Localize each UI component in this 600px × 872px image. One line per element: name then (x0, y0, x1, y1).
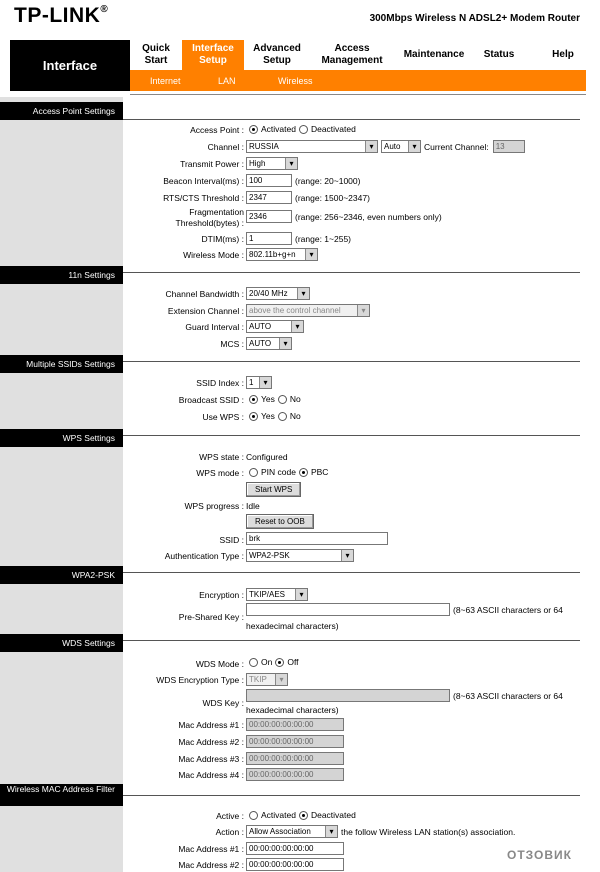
macf-mac1-input[interactable]: 00:00:00:00:00:00 (246, 842, 344, 855)
wps-progress-label: WPS progress : (184, 501, 244, 511)
macf-action-label: Action : (215, 827, 244, 837)
section-wps: WPS Settings (0, 429, 123, 447)
wds-on-text: On (261, 657, 273, 667)
section-rule (123, 640, 580, 641)
guard-interval-label: Guard Interval : (185, 322, 244, 332)
rts-label: RTS/CTS Threshold : (163, 193, 244, 203)
wds-enc-label: WDS Encryption Type : (156, 675, 244, 685)
tab-access-management[interactable]: Access Management (321, 43, 383, 66)
wds-mac2-input[interactable]: 00:00:00:00:00:00 (246, 735, 344, 748)
wps-state-label: WPS state : (199, 452, 244, 462)
otzovik-watermark: ОТЗОВИК (507, 848, 572, 862)
broadcast-yes-radio[interactable] (249, 395, 258, 404)
wireless-mode-select[interactable]: 802.11b+g+n ▾ (246, 248, 318, 261)
subtab-bar (130, 70, 586, 91)
section-mac-filter: Wireless MAC Address Filter (0, 784, 123, 806)
wps-pbc-text: PBC (310, 467, 329, 477)
subtab-wireless[interactable]: Wireless (278, 76, 313, 86)
reset-oob-button[interactable]: Reset to OOB (246, 514, 314, 529)
ssid-input[interactable]: brk (246, 532, 388, 545)
dtim-label: DTIM(ms) : (201, 234, 244, 244)
frag-input[interactable]: 2346 (246, 210, 292, 223)
use-wps-yes-radio[interactable] (249, 412, 258, 421)
auth-type-select[interactable]: WPA2-PSK ▾ (246, 549, 354, 562)
frag-range: (range: 256~2346, even numbers only) (295, 211, 442, 222)
wds-mac1-label: Mac Address #1 : (178, 720, 244, 730)
macf-mac2-input[interactable]: 00:00:00:00:00:00 (246, 858, 344, 871)
section-rule (123, 435, 580, 436)
macf-action-hint: the follow Wireless LAN station(s) association. (341, 826, 516, 837)
wds-mac4-input[interactable]: 00:00:00:00:00:00 (246, 768, 344, 781)
broadcast-no-radio[interactable] (278, 395, 287, 404)
section-rule (123, 119, 580, 120)
tx-power-label: Transmit Power : (180, 159, 244, 169)
current-channel-label: Current Channel: (424, 141, 489, 152)
beacon-label: Beacon Interval(ms) : (163, 176, 244, 186)
auth-type-label: Authentication Type : (164, 551, 244, 561)
beacon-input[interactable]: 100 (246, 174, 292, 187)
nav-divider (130, 94, 586, 95)
tab-quick-start[interactable]: Quick Start (142, 43, 170, 66)
wds-on-radio[interactable] (249, 658, 258, 667)
wds-key-hint: (8~63 ASCII characters or 64 (453, 690, 563, 701)
wds-mac1-input[interactable]: 00:00:00:00:00:00 (246, 718, 344, 731)
wds-off-radio[interactable] (275, 658, 284, 667)
tab-help[interactable]: Help (552, 49, 574, 60)
model-name: 300Mbps Wireless N ADSL2+ Modem Router (369, 13, 580, 24)
wds-mac3-input[interactable]: 00:00:00:00:00:00 (246, 752, 344, 765)
macf-action-select[interactable]: Allow Association ▾ (246, 825, 338, 838)
wps-pbc-radio[interactable] (299, 468, 308, 477)
encryption-select[interactable]: TKIP/AES ▾ (246, 588, 308, 601)
wds-mac4-label: Mac Address #4 : (178, 770, 244, 780)
wds-enc-select[interactable]: TKIP ▾ (246, 673, 288, 686)
use-wps-yes-text: Yes (261, 411, 275, 421)
ap-activated-text: Activated (261, 124, 296, 134)
macf-mac2-label: Mac Address #2 : (178, 860, 244, 870)
tab-maintenance[interactable]: Maintenance (403, 49, 465, 60)
dtim-range: (range: 1~255) (295, 233, 351, 244)
wds-off-text: Off (287, 657, 299, 667)
section-rule (123, 795, 580, 796)
broadcast-no-text: No (289, 394, 301, 404)
wps-progress-value: Idle (246, 501, 260, 511)
psk-hint-2: hexadecimal characters) (246, 621, 339, 631)
wps-mode-label: WPS mode : (196, 468, 244, 478)
macf-mac1-label: Mac Address #1 : (178, 844, 244, 854)
tab-advanced-setup[interactable]: Advanced Setup (253, 43, 301, 66)
ssid-label: SSID : (219, 535, 244, 545)
beacon-range: (range: 20~1000) (295, 175, 361, 186)
use-wps-label: Use WPS : (202, 412, 244, 422)
subtab-internet[interactable]: Internet (150, 76, 181, 86)
use-wps-no-radio[interactable] (278, 412, 287, 421)
use-wps-no-text: No (289, 411, 301, 421)
start-wps-button[interactable]: Start WPS (246, 482, 301, 497)
tx-power-select[interactable]: High ▾ (246, 157, 298, 170)
rts-range: (range: 1500~2347) (295, 192, 370, 203)
section-11n: 11n Settings (0, 266, 123, 284)
ap-deactivated-radio[interactable] (299, 125, 308, 134)
mac-filter-active-label: Active : (216, 811, 244, 821)
section-rule (123, 572, 580, 573)
tab-interface-setup[interactable]: Interface Setup (182, 40, 244, 70)
frag-label: Fragmentation Threshold(bytes) : (175, 207, 244, 228)
wireless-mode-label: Wireless Mode : (183, 250, 244, 260)
section-rule (123, 361, 580, 362)
access-point-label: Access Point : (190, 125, 244, 135)
tp-link-logo: TP-LINK® (14, 4, 109, 27)
section-access-point: Access Point Settings (0, 102, 123, 120)
guard-interval-select[interactable]: AUTO ▾ (246, 320, 304, 333)
ap-deactivated-text: Deactivated (310, 124, 356, 134)
mcs-label: MCS : (220, 339, 244, 349)
channel-label: Channel : (207, 142, 244, 152)
wps-pin-radio[interactable] (249, 468, 258, 477)
wds-key-input[interactable] (246, 689, 450, 702)
tab-status[interactable]: Status (483, 49, 515, 60)
broadcast-yes-text: Yes (261, 394, 275, 404)
ext-channel-select[interactable]: above the control channel ▾ (246, 304, 370, 317)
macf-deactivated-text: Deactivated (310, 810, 356, 820)
channel-country-select[interactable]: RUSSIA ▾ (246, 140, 378, 153)
broadcast-ssid-label: Broadcast SSID : (178, 395, 244, 405)
ssid-index-label: SSID Index : (196, 378, 244, 388)
ap-activated-radio[interactable] (249, 125, 258, 134)
wps-state-value: Configured (246, 452, 288, 462)
section-rule (123, 272, 580, 273)
wds-mode-label: WDS Mode : (195, 659, 244, 669)
current-channel-value: 13 (493, 140, 525, 153)
bandwidth-select[interactable]: 20/40 MHz ▾ (246, 287, 310, 300)
bandwidth-label: Channel Bandwidth : (165, 289, 244, 299)
mcs-select[interactable]: AUTO ▾ (246, 337, 292, 350)
encryption-label: Encryption : (199, 590, 244, 600)
wds-key-hint-2: hexadecimal characters) (246, 705, 339, 715)
wds-key-label: WDS Key : (202, 698, 244, 708)
macf-activated-radio[interactable] (249, 811, 258, 820)
section-multiple-ssids: Multiple SSIDs Settings (0, 355, 123, 373)
psk-input[interactable] (246, 603, 450, 616)
left-gray-column (0, 97, 123, 872)
ssid-index-select[interactable]: 1 ▾ (246, 376, 272, 389)
section-wpa2-psk: WPA2-PSK (0, 566, 123, 584)
wps-pin-text: PIN code (261, 467, 296, 477)
dtim-input[interactable]: 1 (246, 232, 292, 245)
psk-hint: (8~63 ASCII characters or 64 (453, 604, 563, 615)
nav-section-title: Interface (10, 40, 130, 91)
section-wds: WDS Settings (0, 634, 123, 652)
subtab-lan[interactable]: LAN (218, 76, 236, 86)
rts-input[interactable]: 2347 (246, 191, 292, 204)
macf-deactivated-radio[interactable] (299, 811, 308, 820)
wds-mac3-label: Mac Address #3 : (178, 754, 244, 764)
macf-activated-text: Activated (261, 810, 296, 820)
psk-label: Pre-Shared Key : (178, 612, 244, 622)
wds-mac2-label: Mac Address #2 : (178, 737, 244, 747)
ext-channel-label: Extension Channel : (167, 306, 244, 316)
channel-select[interactable]: Auto ▾ (381, 140, 421, 153)
